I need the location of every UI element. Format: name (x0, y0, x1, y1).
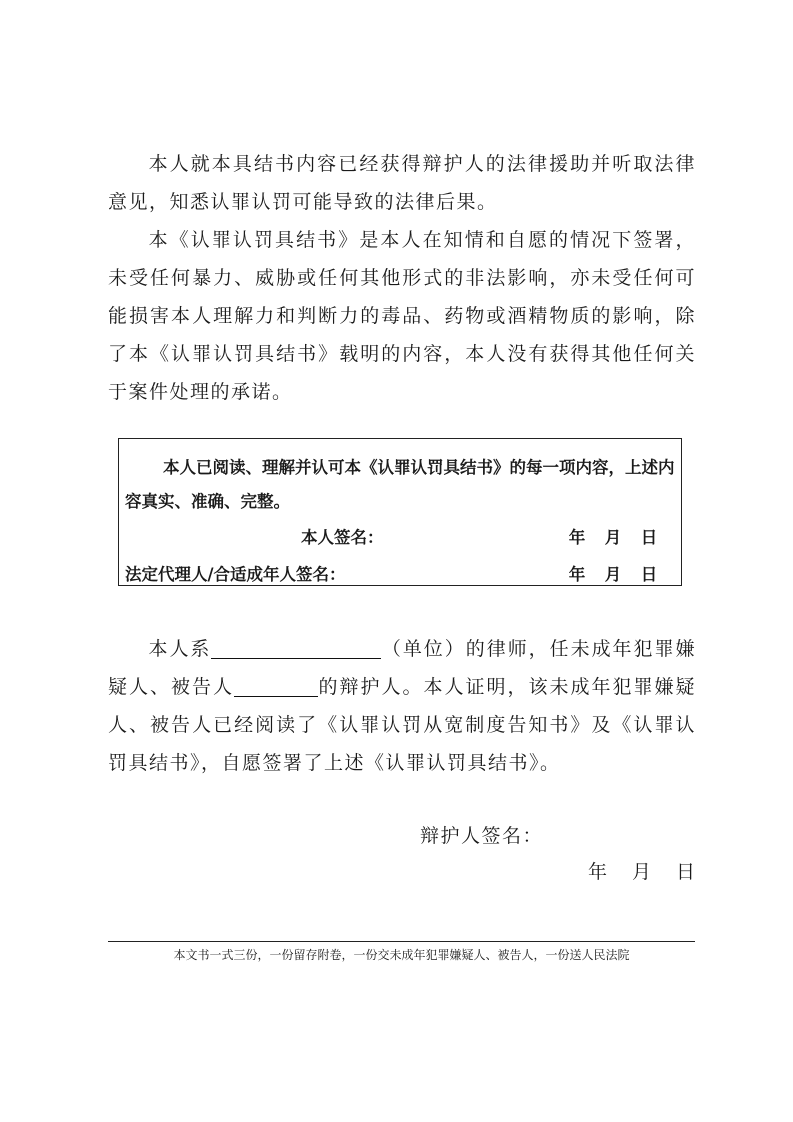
defender-signature-date (563, 857, 695, 887)
date-year-label: 年 (587, 861, 607, 883)
confirmation-box (118, 438, 682, 586)
defender-text-part-2: （单位）的律师，任未成年犯罪嫌疑人、被告人 (108, 638, 696, 698)
voluntary-signing-paragraph (108, 221, 696, 411)
defender-certification-paragraph (108, 630, 696, 782)
date-year-label: 年 (568, 528, 586, 547)
defender-signature-label: 辩护人签名： (420, 825, 544, 847)
self-signature-row (119, 523, 681, 553)
date-month-label: 月 (604, 528, 622, 547)
date-month-label: 月 (631, 861, 651, 883)
confirmation-statement-text: 本人已阅读、理解并认可本《认罪认罚具结书》的每一项内容，上述内容真实、准确、完整。 (125, 458, 675, 511)
footer-note: 本文书一式三份，一份留存附卷，一份交未成年犯罪嫌疑人、被告人，一份送人民法院 (173, 948, 630, 962)
date-year-label: 年 (568, 565, 586, 584)
legal-aid-paragraph (108, 145, 696, 221)
date-day-label: 日 (640, 528, 658, 547)
lawyer-unit-blank[interactable] (211, 634, 381, 659)
footer-divider (108, 941, 695, 942)
legal-aid-text: 本人就本具结书内容已经获得辩护人的法律援助并听取法律意见，知悉认罪认罚可能导致的法律后果。 (108, 153, 696, 213)
guardian-signature-label: 法定代理人/合适成年人签名： (125, 565, 346, 584)
self-signature-date (559, 523, 667, 553)
date-day-label: 日 (675, 861, 695, 883)
self-signature-label: 本人签名： (301, 528, 384, 547)
date-month-label: 月 (604, 565, 622, 584)
guardian-signature-date (559, 560, 667, 590)
date-day-label: 日 (640, 565, 658, 584)
suspect-name-blank[interactable] (234, 672, 318, 697)
guardian-signature-row (119, 560, 681, 590)
voluntary-signing-text: 本《认罪认罚具结书》是本人在知情和自愿的情况下签署，未受任何暴力、威胁或任何其他形式的非法影响，亦未受任何可能损害本人理解力和判断力的毒品、药物或酒精物质的影响，除了本《认罪认罚具结书》载明的内容，本人没有获得其他任何关于案件处理的承诺。 (108, 229, 696, 403)
defender-text-part-1: 本人系 (148, 638, 212, 660)
confirmation-statement (125, 451, 675, 519)
defender-text-part-3: 的辩护人。本人证明，该未成年犯罪嫌疑人、被告人已经阅读了《认罪认罚从宽制度告知书》及《认罪认罚具结书》，自愿签署了上述《认罪认罚具结书》。 (108, 676, 696, 774)
